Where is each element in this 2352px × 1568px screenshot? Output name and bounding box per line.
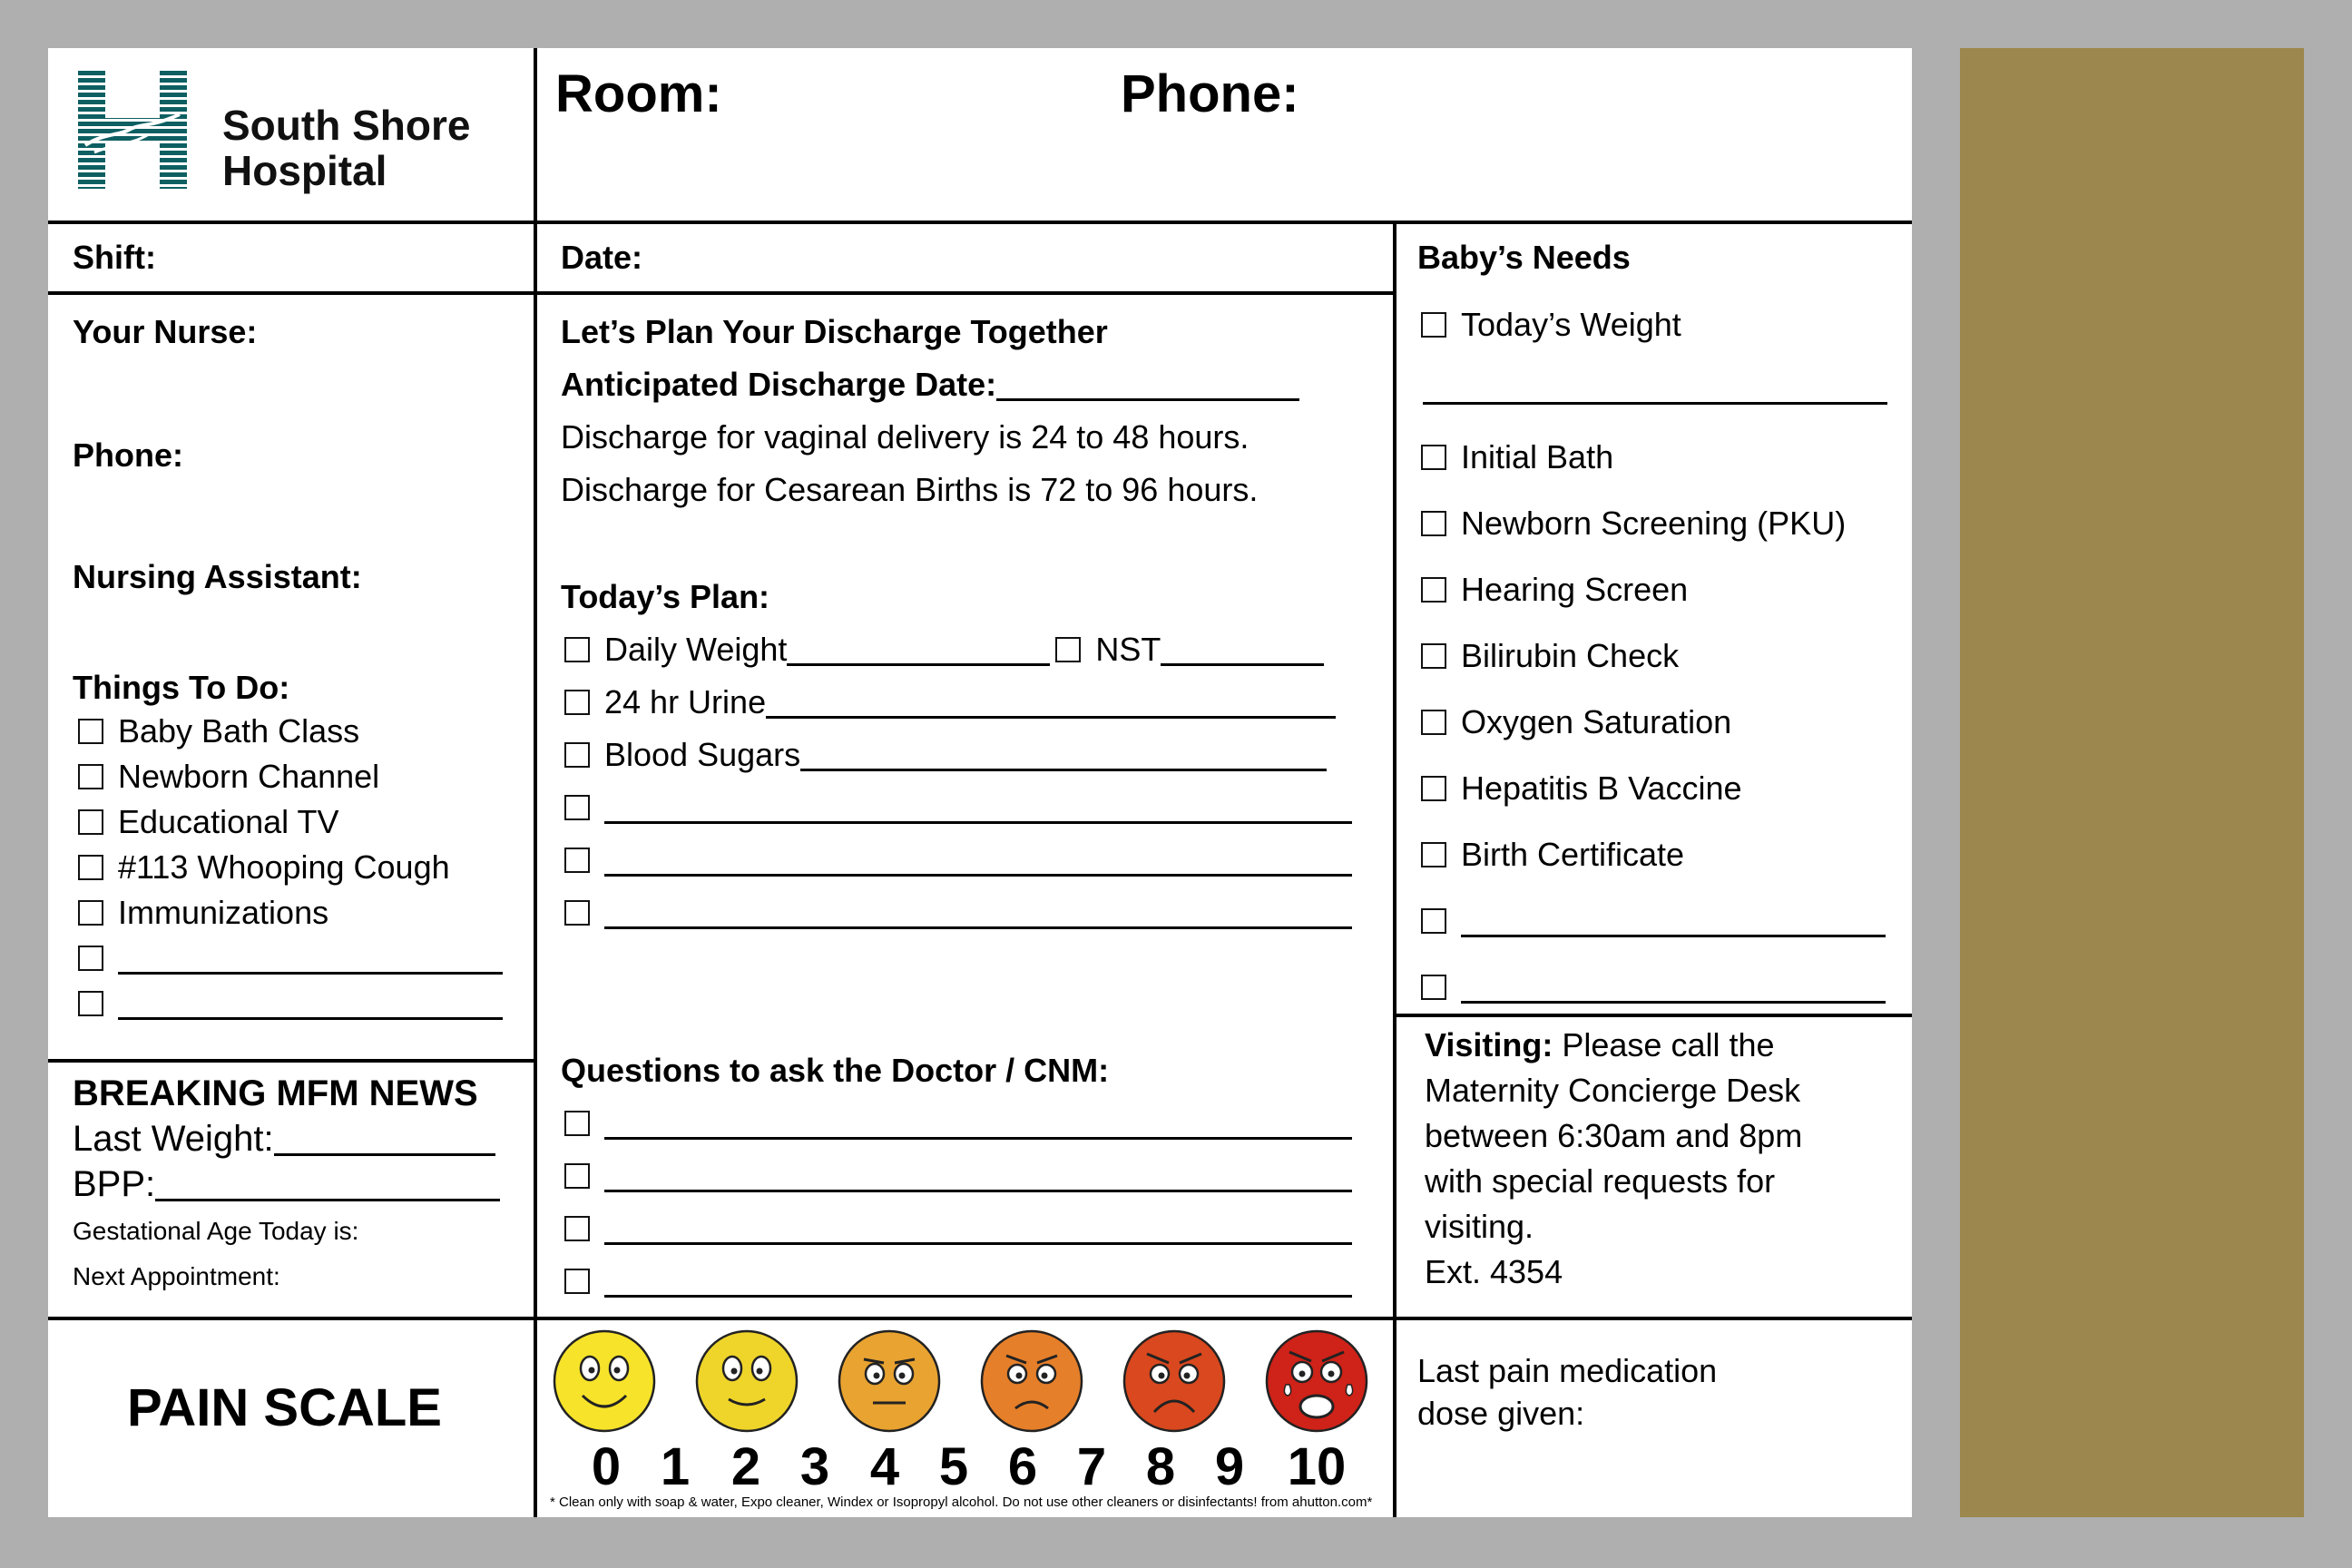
checkbox[interactable] bbox=[78, 991, 103, 1016]
plan-item[interactable]: 24 hr Urine bbox=[564, 686, 1336, 719]
visiting-line-4: with special requests for bbox=[1425, 1162, 1776, 1200]
todo-item[interactable]: Immunizations bbox=[78, 897, 328, 929]
pain-scale-title: PAIN SCALE bbox=[127, 1378, 442, 1437]
checkbox[interactable] bbox=[564, 690, 590, 715]
checkbox[interactable] bbox=[1421, 842, 1446, 867]
blank-line[interactable] bbox=[604, 1266, 1352, 1298]
blank-line[interactable] bbox=[118, 943, 503, 975]
next-appointment: Next Appointment: bbox=[73, 1262, 280, 1290]
visiting-line-3: between 6:30am and 8pm bbox=[1425, 1117, 1803, 1154]
blank-line[interactable] bbox=[604, 845, 1352, 877]
pain-face-2-icon[interactable] bbox=[694, 1328, 799, 1434]
divider-date bbox=[535, 291, 1395, 295]
divider-left bbox=[534, 48, 537, 1517]
need-item[interactable]: Newborn Screening (PKU) bbox=[1421, 507, 1846, 540]
cesarean-discharge: Discharge for Cesarean Births is 72 to 96 hours. bbox=[561, 471, 1259, 508]
visiting-line-2: Maternity Concierge Desk bbox=[1425, 1072, 1801, 1109]
blank-line[interactable] bbox=[1161, 634, 1324, 666]
pain-face-4-icon[interactable] bbox=[837, 1328, 942, 1434]
checkbox[interactable] bbox=[1421, 975, 1446, 1000]
blank-line[interactable] bbox=[604, 1108, 1352, 1140]
need-item[interactable]: Today’s Weight bbox=[1421, 309, 1681, 341]
gestational-age: Gestational Age Today is: bbox=[73, 1217, 359, 1245]
questions-title: Questions to ask the Doctor / CNM: bbox=[561, 1052, 1110, 1089]
blank-line[interactable] bbox=[604, 1213, 1352, 1245]
checkbox[interactable] bbox=[564, 1163, 590, 1189]
blank-line[interactable] bbox=[787, 634, 1050, 666]
checkbox[interactable] bbox=[78, 900, 103, 926]
blank-line[interactable] bbox=[1423, 373, 1887, 405]
checkbox[interactable] bbox=[1421, 312, 1446, 338]
pain-number-4[interactable]: 4 bbox=[869, 1437, 900, 1496]
plan-blank[interactable] bbox=[564, 897, 1352, 929]
need-item[interactable]: Hepatitis B Vaccine bbox=[1421, 772, 1741, 805]
plan-item[interactable]: Blood Sugars bbox=[564, 739, 1327, 771]
checkbox[interactable] bbox=[78, 855, 103, 880]
anticipated-date: Anticipated Discharge Date: bbox=[561, 368, 1299, 401]
checkbox[interactable] bbox=[78, 719, 103, 744]
phone-header-label: Phone: bbox=[1121, 64, 1299, 123]
divider-header bbox=[48, 220, 1912, 224]
weight-blank[interactable] bbox=[1423, 372, 1887, 405]
pain-number-1[interactable]: 1 bbox=[660, 1437, 691, 1496]
checkbox[interactable] bbox=[564, 900, 590, 926]
blank-line[interactable] bbox=[1461, 972, 1886, 1004]
need-item[interactable]: Initial Bath bbox=[1421, 441, 1613, 474]
todo-item[interactable]: Educational TV bbox=[78, 806, 339, 838]
cleaning-note: * Clean only with soap & water, Expo cleaner, Windex or Isopropyl alcohol. Do not use other cleaners or disinfectants! from ahutton.com* bbox=[550, 1494, 1373, 1510]
need-item[interactable]: Bilirubin Check bbox=[1421, 640, 1679, 672]
pain-number-2[interactable]: 2 bbox=[730, 1437, 761, 1496]
pain-number-9[interactable]: 9 bbox=[1214, 1437, 1245, 1496]
blank-line[interactable] bbox=[604, 792, 1352, 824]
vaginal-discharge: Discharge for vaginal delivery is 24 to 48 hours. bbox=[561, 418, 1250, 456]
pain-face-6-icon[interactable] bbox=[979, 1328, 1084, 1434]
checkbox[interactable] bbox=[564, 1111, 590, 1136]
need-item[interactable]: Hearing Screen bbox=[1421, 573, 1688, 606]
todo-item[interactable]: Baby Bath Class bbox=[78, 715, 359, 748]
checkbox[interactable] bbox=[564, 1216, 590, 1241]
room-label: Room: bbox=[555, 64, 722, 123]
checkbox[interactable] bbox=[1055, 637, 1081, 662]
todo-item[interactable]: Newborn Channel bbox=[78, 760, 379, 793]
blank-line[interactable] bbox=[800, 740, 1327, 771]
pain-number-3[interactable]: 3 bbox=[799, 1437, 830, 1496]
pain-face-0-icon[interactable] bbox=[552, 1328, 657, 1434]
visiting-line-1: Visiting: Please call the bbox=[1425, 1026, 1775, 1063]
discharge-title: Let’s Plan Your Discharge Together bbox=[561, 313, 1108, 350]
needs-title: Baby’s Needs bbox=[1417, 239, 1631, 276]
shift-label: Shift: bbox=[73, 239, 156, 276]
blank-line[interactable] bbox=[996, 369, 1299, 401]
checkbox[interactable] bbox=[564, 1269, 590, 1294]
checkbox[interactable] bbox=[78, 946, 103, 971]
question-blank[interactable] bbox=[564, 1212, 1352, 1245]
pain-face-8-icon[interactable] bbox=[1122, 1328, 1227, 1434]
accent-strip bbox=[1960, 48, 2304, 1517]
divider-visiting bbox=[1395, 1014, 1912, 1017]
date-label: Date: bbox=[561, 239, 643, 276]
divider-right bbox=[1393, 220, 1396, 1517]
pain-number-10[interactable]: 10 bbox=[1287, 1437, 1347, 1496]
checkbox[interactable] bbox=[564, 742, 590, 768]
question-blank[interactable] bbox=[564, 1265, 1352, 1298]
divider-pain bbox=[48, 1317, 1912, 1320]
question-blank[interactable] bbox=[564, 1107, 1352, 1140]
checkbox[interactable] bbox=[1421, 776, 1446, 801]
blank-line[interactable] bbox=[766, 687, 1336, 719]
blank-line[interactable] bbox=[155, 1170, 500, 1201]
last-weight: Last Weight: bbox=[73, 1121, 495, 1157]
need-blank[interactable] bbox=[1421, 905, 1886, 937]
visiting-line-5: visiting. bbox=[1425, 1208, 1534, 1245]
checkbox[interactable] bbox=[1421, 577, 1446, 603]
news-title: BREAKING MFM NEWS bbox=[73, 1073, 478, 1113]
last-med-line-1: Last pain medication bbox=[1417, 1352, 1718, 1389]
face-fill-0 bbox=[554, 1331, 654, 1431]
checkbox[interactable] bbox=[564, 795, 590, 820]
need-item[interactable]: Birth Certificate bbox=[1421, 838, 1684, 871]
bpp: BPP: bbox=[73, 1166, 500, 1202]
blank-line[interactable] bbox=[118, 988, 503, 1020]
plan-blank[interactable] bbox=[564, 844, 1352, 877]
plan-item[interactable]: Daily Weight NST bbox=[564, 633, 1324, 666]
checkbox[interactable] bbox=[564, 848, 590, 873]
checkbox[interactable] bbox=[1421, 710, 1446, 735]
visiting-line-6: Ext. 4354 bbox=[1425, 1253, 1563, 1290]
hospital-name-2: Hospital bbox=[222, 147, 387, 194]
pain-face-10-icon[interactable] bbox=[1264, 1328, 1369, 1434]
question-blank[interactable] bbox=[564, 1160, 1352, 1192]
todo-blank[interactable] bbox=[78, 987, 503, 1020]
checkbox[interactable] bbox=[78, 764, 103, 789]
pain-number-5[interactable]: 5 bbox=[938, 1437, 969, 1496]
pain-number-8[interactable]: 8 bbox=[1145, 1437, 1176, 1496]
pain-number-0[interactable]: 0 bbox=[591, 1437, 622, 1496]
blank-line[interactable] bbox=[604, 1161, 1352, 1192]
checkbox[interactable] bbox=[1421, 445, 1446, 470]
checkbox[interactable] bbox=[1421, 511, 1446, 536]
need-item[interactable]: Oxygen Saturation bbox=[1421, 706, 1731, 739]
blank-line[interactable] bbox=[1461, 906, 1886, 937]
pain-number-6[interactable]: 6 bbox=[1007, 1437, 1038, 1496]
nurse-phone-label: Phone: bbox=[73, 436, 183, 474]
need-blank[interactable] bbox=[1421, 971, 1886, 1004]
assistant-label: Nursing Assistant: bbox=[73, 558, 362, 595]
hospital-logo-icon bbox=[78, 71, 187, 189]
blank-line[interactable] bbox=[274, 1124, 495, 1156]
plan-blank[interactable] bbox=[564, 791, 1352, 824]
last-med-line-2: dose given: bbox=[1417, 1395, 1585, 1432]
plan-title: Today’s Plan: bbox=[561, 578, 770, 615]
todo-item[interactable]: #113 Whooping Cough bbox=[78, 851, 450, 884]
divider-shift bbox=[48, 291, 535, 295]
hospital-name: South Shore bbox=[222, 102, 471, 149]
todo-blank[interactable] bbox=[78, 942, 503, 975]
todo-title: Things To Do: bbox=[73, 669, 290, 706]
checkbox[interactable] bbox=[1421, 908, 1446, 934]
checkbox[interactable] bbox=[564, 637, 590, 662]
blank-line[interactable] bbox=[604, 897, 1352, 929]
checkbox[interactable] bbox=[78, 809, 103, 835]
checkbox[interactable] bbox=[1421, 643, 1446, 669]
divider-news bbox=[48, 1059, 535, 1063]
pain-number-7[interactable]: 7 bbox=[1076, 1437, 1107, 1496]
nurse-label: Your Nurse: bbox=[73, 313, 258, 350]
